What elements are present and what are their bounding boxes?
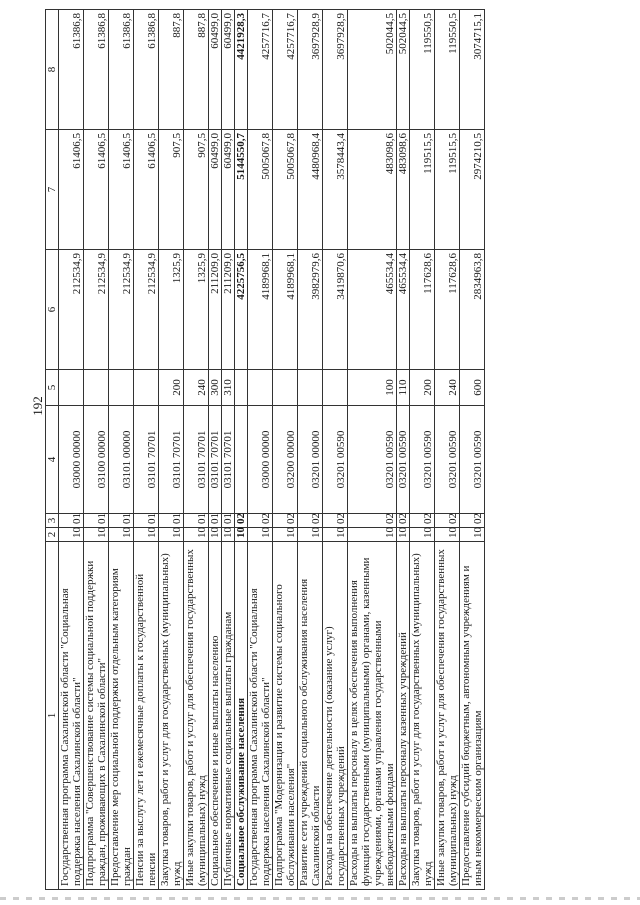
amount-col8-cell: 3074715,1 — [460, 10, 485, 130]
amount-col6-cell: 465534,4 — [397, 250, 410, 370]
amount-col8-cell: 502044,5 — [397, 10, 410, 130]
amount-col6-cell: 117628,6 — [410, 250, 435, 370]
section-code-cell: 10 — [84, 528, 109, 542]
amount-col8-cell: 3697928,9 — [298, 10, 323, 130]
amount-col7-cell: 60499,0 — [222, 130, 235, 250]
budget-table — [45, 9, 485, 890]
amount-col6-cell: 4225756,5 — [235, 250, 248, 370]
expense-type-cell — [248, 370, 273, 406]
header-cell: 7 — [46, 130, 59, 250]
row-name-cell: Расходы на выплаты персоналу в целях обеспечения выполнения функций государственными (муниципальными) органами, казенными учреждениями, органами управления государственными внебюджетными фондами — [348, 542, 397, 890]
section-code-cell: 10 — [435, 528, 460, 542]
amount-col7-cell: 907,5 — [184, 130, 209, 250]
subsection-code-cell: 02 — [298, 514, 323, 528]
expense-type-cell — [84, 370, 109, 406]
expense-type-cell — [235, 370, 248, 406]
amount-col7-cell: 119515,5 — [410, 130, 435, 250]
table-row — [184, 10, 209, 890]
amount-col6-cell: 4189968,1 — [273, 250, 298, 370]
amount-col8-cell: 3697928,9 — [323, 10, 348, 130]
subsection-code-cell: 01 — [84, 514, 109, 528]
amount-col8-cell: 61386,8 — [109, 10, 134, 130]
subsection-code-cell: 01 — [134, 514, 159, 528]
table-row — [209, 10, 222, 890]
section-code-cell: 10 — [248, 528, 273, 542]
row-name-cell: Закупка товаров, работ и услуг для государственных (муниципальных) нужд — [410, 542, 435, 890]
scan-artifact — [0, 897, 640, 900]
header-cell: 1 — [46, 542, 59, 890]
header-cell: 8 — [46, 10, 59, 130]
table-row — [397, 10, 410, 890]
header-cell: 4 — [46, 406, 59, 514]
amount-col6-cell: 1325,9 — [184, 250, 209, 370]
section-code-cell: 10 — [209, 528, 222, 542]
table-row — [460, 10, 485, 890]
amount-col8-cell: 61386,8 — [84, 10, 109, 130]
page-number: 192 — [29, 396, 45, 416]
amount-col7-cell: 119515,5 — [435, 130, 460, 250]
amount-col8-cell: 61386,8 — [134, 10, 159, 130]
amount-col7-cell: 5005067,8 — [248, 130, 273, 250]
subsection-code-cell: 02 — [397, 514, 410, 528]
target-article-cell: 03101 70701 — [184, 406, 209, 514]
table-row — [59, 10, 84, 890]
amount-col6-cell: 3419870,6 — [323, 250, 348, 370]
expense-type-cell: 310 — [222, 370, 235, 406]
target-article-cell — [235, 406, 248, 514]
amount-col7-cell: 61406,5 — [134, 130, 159, 250]
subsection-code-cell: 01 — [59, 514, 84, 528]
rotated-page — [45, 10, 600, 890]
row-name-cell: Социальное обеспечение и иные выплаты населению — [209, 542, 222, 890]
row-name-cell: Государственная программа Сахалинской области "Социальная поддержка населения Сахалинской области" — [59, 542, 84, 890]
amount-col6-cell: 212534,9 — [59, 250, 84, 370]
section-code-cell: 10 — [348, 528, 397, 542]
table-row — [323, 10, 348, 890]
target-article-cell: 03201 00590 — [323, 406, 348, 514]
amount-col8-cell: 4257716,7 — [248, 10, 273, 130]
amount-col8-cell: 4421928,3 — [235, 10, 248, 130]
expense-type-cell — [273, 370, 298, 406]
expense-type-cell — [298, 370, 323, 406]
section-code-cell: 10 — [222, 528, 235, 542]
amount-col6-cell: 3982979,6 — [298, 250, 323, 370]
subsection-code-cell: 02 — [348, 514, 397, 528]
table-row — [109, 10, 134, 890]
expense-type-cell: 240 — [435, 370, 460, 406]
section-code-cell: 10 — [59, 528, 84, 542]
row-name-cell: Закупка товаров, работ и услуг для государственных (муниципальных) нужд — [159, 542, 184, 890]
amount-col6-cell: 212534,9 — [109, 250, 134, 370]
amount-col7-cell: 483098,6 — [397, 130, 410, 250]
subsection-code-cell: 02 — [273, 514, 298, 528]
subsection-code-cell: 01 — [184, 514, 209, 528]
row-name-cell: Предоставление субсидий бюджетным, автономным учреждениям и иным некоммерческим организациям — [460, 542, 485, 890]
subsection-code-cell: 01 — [159, 514, 184, 528]
expense-type-cell: 240 — [184, 370, 209, 406]
target-article-cell: 03101 70701 — [209, 406, 222, 514]
amount-col7-cell: 61406,5 — [59, 130, 84, 250]
row-name-cell: Публичные нормативные социальные выплаты гражданам — [222, 542, 235, 890]
amount-col7-cell: 61406,5 — [109, 130, 134, 250]
table-row — [134, 10, 159, 890]
amount-col8-cell: 502044,5 — [348, 10, 397, 130]
amount-col7-cell: 2974210,5 — [460, 130, 485, 250]
target-article-cell: 03201 00590 — [460, 406, 485, 514]
row-name-cell: Предоставление мер социальной поддержки отдельным категориям граждан — [109, 542, 134, 890]
section-code-cell: 10 — [159, 528, 184, 542]
target-article-cell: 03100 00000 — [84, 406, 109, 514]
header-cell: 2 — [46, 528, 59, 542]
target-article-cell: 03101 70701 — [159, 406, 184, 514]
section-code-cell: 10 — [273, 528, 298, 542]
target-article-cell: 03201 00000 — [298, 406, 323, 514]
amount-col7-cell: 3578443,4 — [323, 130, 348, 250]
subsection-code-cell: 01 — [222, 514, 235, 528]
section-code-cell: 10 — [235, 528, 248, 542]
target-article-cell: 03201 00590 — [435, 406, 460, 514]
amount-col8-cell: 887,8 — [184, 10, 209, 130]
amount-col8-cell: 887,8 — [159, 10, 184, 130]
expense-type-cell: 110 — [397, 370, 410, 406]
section-code-cell: 10 — [134, 528, 159, 542]
amount-col6-cell: 211209,0 — [222, 250, 235, 370]
table-row — [235, 10, 248, 890]
amount-col6-cell: 465534,4 — [348, 250, 397, 370]
amount-col8-cell: 61386,8 — [59, 10, 84, 130]
subsection-code-cell: 02 — [460, 514, 485, 528]
section-code-cell: 10 — [184, 528, 209, 542]
amount-col8-cell: 119550,5 — [435, 10, 460, 130]
target-article-cell: 03101 70701 — [222, 406, 235, 514]
section-code-cell: 10 — [410, 528, 435, 542]
expense-type-cell: 600 — [460, 370, 485, 406]
amount-col8-cell: 119550,5 — [410, 10, 435, 130]
row-name-cell: Подпрограмма "Совершенствование системы социальной поддержки граждан, проживающих в Сахалинской области" — [84, 542, 109, 890]
section-code-cell: 10 — [109, 528, 134, 542]
section-code-cell: 10 — [397, 528, 410, 542]
expense-type-cell — [134, 370, 159, 406]
subsection-code-cell: 02 — [410, 514, 435, 528]
expense-type-cell: 300 — [209, 370, 222, 406]
amount-col7-cell: 5144550,7 — [235, 130, 248, 250]
target-article-cell: 03201 00590 — [348, 406, 397, 514]
row-name-cell: Социальное обслуживание населения — [235, 542, 248, 890]
amount-col8-cell: 60499,0 — [209, 10, 222, 130]
subsection-code-cell: 01 — [209, 514, 222, 528]
target-article-cell: 03101 70701 — [134, 406, 159, 514]
subsection-code-cell: 02 — [435, 514, 460, 528]
amount-col7-cell: 907,5 — [159, 130, 184, 250]
amount-col7-cell: 5005067,8 — [273, 130, 298, 250]
table-row — [248, 10, 273, 890]
section-code-cell: 10 — [323, 528, 348, 542]
amount-col6-cell: 117628,6 — [435, 250, 460, 370]
target-article-cell: 03000 00000 — [248, 406, 273, 514]
expense-type-cell — [109, 370, 134, 406]
header-row — [46, 10, 59, 890]
row-name-cell: Государственная программа Сахалинской области "Социальная поддержка населения Сахалинской области" — [248, 542, 273, 890]
header-cell: 5 — [46, 370, 59, 406]
subsection-code-cell: 02 — [323, 514, 348, 528]
row-name-cell: Иные закупки товаров, работ и услуг для обеспечения государственных (муниципальных) нужд — [435, 542, 460, 890]
target-article-cell: 03200 00000 — [273, 406, 298, 514]
row-name-cell: Подпрограмма "Модернизация и развитие системы социального обслуживания населения" — [273, 542, 298, 890]
target-article-cell: 03201 00590 — [397, 406, 410, 514]
amount-col6-cell: 212534,9 — [134, 250, 159, 370]
expense-type-cell: 200 — [159, 370, 184, 406]
table-row — [222, 10, 235, 890]
row-name-cell: Иные закупки товаров, работ и услуг для обеспечения государственных (муниципальных) нужд — [184, 542, 209, 890]
amount-col7-cell: 60499,0 — [209, 130, 222, 250]
amount-col6-cell: 211209,0 — [209, 250, 222, 370]
expense-type-cell — [59, 370, 84, 406]
table-row — [435, 10, 460, 890]
section-code-cell: 10 — [298, 528, 323, 542]
amount-col6-cell: 2834963,8 — [460, 250, 485, 370]
table-row — [410, 10, 435, 890]
amount-col6-cell: 4189968,1 — [248, 250, 273, 370]
amount-col7-cell: 4480968,4 — [298, 130, 323, 250]
target-article-cell: 03201 00590 — [410, 406, 435, 514]
amount-col7-cell: 61406,5 — [84, 130, 109, 250]
row-name-cell: Развитие сети учреждений социального обслуживания населения Сахалинской области — [298, 542, 323, 890]
table-row — [298, 10, 323, 890]
table-row — [159, 10, 184, 890]
amount-col8-cell: 60499,0 — [222, 10, 235, 130]
expense-type-cell: 200 — [410, 370, 435, 406]
amount-col7-cell: 483098,6 — [348, 130, 397, 250]
expense-type-cell — [323, 370, 348, 406]
amount-col6-cell: 212534,9 — [84, 250, 109, 370]
subsection-code-cell: 02 — [248, 514, 273, 528]
table-row — [273, 10, 298, 890]
header-cell: 6 — [46, 250, 59, 370]
amount-col8-cell: 4257716,7 — [273, 10, 298, 130]
row-name-cell: Пенсии за выслугу лет и ежемесячные доплаты к государственной пенсии — [134, 542, 159, 890]
row-name-cell: Расходы на обеспечение деятельности (оказание услуг) государственных учреждений — [323, 542, 348, 890]
table-row — [84, 10, 109, 890]
subsection-code-cell: 01 — [109, 514, 134, 528]
section-code-cell: 10 — [460, 528, 485, 542]
subsection-code-cell: 02 — [235, 514, 248, 528]
target-article-cell: 03101 00000 — [109, 406, 134, 514]
expense-type-cell: 100 — [348, 370, 397, 406]
header-cell: 3 — [46, 514, 59, 528]
table-row — [348, 10, 397, 890]
amount-col6-cell: 1325,9 — [159, 250, 184, 370]
target-article-cell: 03000 00000 — [59, 406, 84, 514]
row-name-cell: Расходы на выплаты персоналу казенных учреждений — [397, 542, 410, 890]
